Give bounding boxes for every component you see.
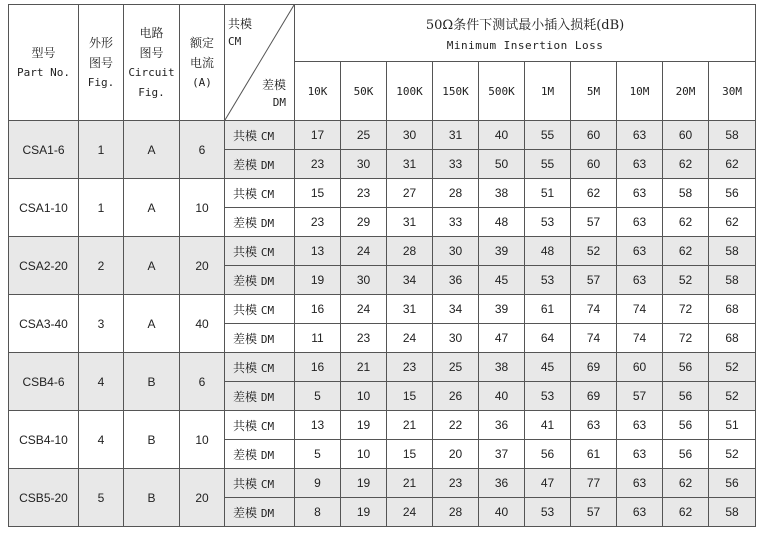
frequency-header-cell: 30M (709, 62, 756, 121)
part-number-cell: CSA3-40 (9, 295, 79, 353)
header-mode-dm: 差模 DM (261, 78, 286, 109)
loss-value-cell: 60 (663, 121, 709, 150)
current-cell: 20 (180, 237, 225, 295)
header-part-no: 型号 Part No. (9, 5, 79, 121)
loss-value-cell: 21 (341, 353, 387, 382)
loss-value-cell: 63 (617, 208, 663, 237)
loss-value-cell: 58 (709, 498, 756, 527)
loss-value-cell: 5 (295, 440, 341, 469)
loss-value-cell: 29 (341, 208, 387, 237)
loss-value-cell: 57 (617, 382, 663, 411)
loss-value-cell: 74 (571, 295, 617, 324)
table-row (9, 121, 756, 150)
loss-value-cell: 74 (571, 324, 617, 353)
loss-value-cell: 56 (663, 382, 709, 411)
mode-cm-cell (225, 295, 295, 324)
loss-value-cell: 37 (479, 440, 525, 469)
loss-value-cell: 52 (663, 266, 709, 295)
loss-value-cell: 56 (525, 440, 571, 469)
frequency-header-cell: 50K (341, 62, 387, 121)
mode-tag: DM (260, 158, 275, 172)
mode-label: 共模 (233, 360, 258, 375)
loss-value-cell: 74 (617, 324, 663, 353)
part-number-cell: CSB4-10 (9, 411, 79, 469)
loss-value-cell: 53 (525, 382, 571, 411)
table-row (9, 353, 756, 382)
loss-value-cell: 31 (387, 208, 433, 237)
mode-cm-cell (225, 121, 295, 150)
fig-cell: 1 (79, 121, 124, 179)
loss-value-cell: 11 (295, 324, 341, 353)
fig-cell: 5 (79, 469, 124, 527)
loss-value-cell: 23 (341, 179, 387, 208)
table-row (9, 295, 756, 324)
fig-cell: 3 (79, 295, 124, 353)
loss-value-cell: 30 (433, 324, 479, 353)
loss-value-cell: 9 (295, 469, 341, 498)
loss-value-cell: 23 (295, 150, 341, 179)
loss-value-cell: 57 (571, 498, 617, 527)
loss-value-cell: 56 (709, 179, 756, 208)
loss-value-cell: 61 (525, 295, 571, 324)
loss-value-cell: 26 (433, 382, 479, 411)
header-current: 额定 电流 (A) (180, 5, 225, 121)
loss-value-cell: 19 (341, 411, 387, 440)
loss-value-cell: 63 (617, 150, 663, 179)
loss-value-cell: 10 (341, 440, 387, 469)
mode-cm-cell (225, 411, 295, 440)
loss-value-cell: 34 (387, 266, 433, 295)
loss-value-cell: 13 (295, 411, 341, 440)
loss-value-cell: 63 (617, 440, 663, 469)
loss-value-cell: 57 (571, 208, 617, 237)
loss-value-cell: 55 (525, 121, 571, 150)
mode-dm-cell (225, 266, 295, 295)
mode-label: 共模 (233, 418, 258, 433)
loss-value-cell: 58 (709, 237, 756, 266)
loss-value-cell: 31 (387, 295, 433, 324)
loss-value-cell: 52 (571, 237, 617, 266)
loss-value-cell: 72 (663, 295, 709, 324)
loss-value-cell: 19 (341, 469, 387, 498)
mode-label: 差模 (233, 157, 258, 172)
insertion-loss-table (8, 4, 756, 527)
loss-value-cell: 28 (387, 237, 433, 266)
loss-value-cell: 63 (571, 411, 617, 440)
loss-value-cell: 15 (387, 440, 433, 469)
mode-label: 差模 (233, 447, 258, 462)
mode-tag: DM (260, 216, 275, 230)
loss-value-cell: 36 (433, 266, 479, 295)
circuit-cell: B (124, 353, 180, 411)
loss-value-cell: 62 (663, 150, 709, 179)
loss-value-cell: 8 (295, 498, 341, 527)
part-number-cell: CSB5-20 (9, 469, 79, 527)
loss-value-cell: 15 (295, 179, 341, 208)
loss-value-cell: 45 (479, 266, 525, 295)
current-cell: 6 (180, 121, 225, 179)
table-row (9, 469, 756, 498)
loss-value-cell: 63 (617, 266, 663, 295)
loss-value-cell: 28 (433, 498, 479, 527)
loss-value-cell: 23 (295, 208, 341, 237)
loss-value-cell: 22 (433, 411, 479, 440)
loss-value-cell: 36 (479, 411, 525, 440)
loss-value-cell: 23 (387, 353, 433, 382)
loss-value-cell: 63 (617, 498, 663, 527)
mode-dm-cell (225, 498, 295, 527)
loss-value-cell: 5 (295, 382, 341, 411)
mode-cm-cell (225, 179, 295, 208)
loss-value-cell: 62 (709, 150, 756, 179)
loss-value-cell: 63 (617, 179, 663, 208)
loss-value-cell: 56 (663, 440, 709, 469)
table-row (9, 411, 756, 440)
loss-value-cell: 74 (617, 295, 663, 324)
loss-value-cell: 36 (479, 469, 525, 498)
mode-label: 差模 (233, 331, 258, 346)
loss-value-cell: 53 (525, 208, 571, 237)
loss-value-cell: 64 (525, 324, 571, 353)
loss-value-cell: 27 (387, 179, 433, 208)
loss-value-cell: 58 (709, 266, 756, 295)
loss-value-cell: 25 (433, 353, 479, 382)
mode-cm-cell (225, 353, 295, 382)
mode-label: 共模 (233, 476, 258, 491)
loss-value-cell: 39 (479, 295, 525, 324)
loss-value-cell: 25 (341, 121, 387, 150)
mode-tag: CM (260, 419, 275, 433)
loss-value-cell: 57 (571, 266, 617, 295)
loss-value-cell: 63 (617, 469, 663, 498)
table-row (9, 179, 756, 208)
mode-tag: CM (260, 361, 275, 375)
frequency-header-cell: 20M (663, 62, 709, 121)
loss-value-cell: 16 (295, 353, 341, 382)
loss-value-cell: 68 (709, 295, 756, 324)
loss-value-cell: 51 (525, 179, 571, 208)
mode-label: 差模 (233, 273, 258, 288)
loss-value-cell: 62 (709, 208, 756, 237)
current-cell: 10 (180, 411, 225, 469)
mode-tag: CM (260, 129, 275, 143)
loss-value-cell: 34 (433, 295, 479, 324)
mode-label: 共模 (233, 302, 258, 317)
loss-value-cell: 77 (571, 469, 617, 498)
loss-value-cell: 62 (663, 469, 709, 498)
circuit-cell: B (124, 411, 180, 469)
loss-value-cell: 39 (479, 237, 525, 266)
loss-value-cell: 52 (709, 440, 756, 469)
circuit-cell: A (124, 237, 180, 295)
loss-value-cell: 40 (479, 498, 525, 527)
loss-value-cell: 52 (709, 382, 756, 411)
frequency-header-cell: 100K (387, 62, 433, 121)
loss-value-cell: 62 (663, 208, 709, 237)
frequency-header-cell: 500K (479, 62, 525, 121)
mode-tag: DM (260, 274, 275, 288)
loss-value-cell: 24 (387, 324, 433, 353)
loss-value-cell: 23 (433, 469, 479, 498)
loss-value-cell: 24 (341, 295, 387, 324)
circuit-cell: A (124, 121, 180, 179)
loss-value-cell: 30 (387, 121, 433, 150)
loss-value-cell: 41 (525, 411, 571, 440)
part-number-cell: CSA1-6 (9, 121, 79, 179)
loss-value-cell: 58 (663, 179, 709, 208)
current-cell: 40 (180, 295, 225, 353)
mode-cm-cell (225, 469, 295, 498)
mode-tag: CM (260, 187, 275, 201)
frequency-header-cell: 150K (433, 62, 479, 121)
loss-value-cell: 15 (387, 382, 433, 411)
mode-tag: CM (260, 245, 275, 259)
header-fig: 外形 图号 Fig. (79, 5, 124, 121)
mode-label: 共模 (233, 244, 258, 259)
loss-value-cell: 52 (709, 353, 756, 382)
loss-value-cell: 48 (525, 237, 571, 266)
table-body (9, 121, 756, 527)
loss-value-cell: 28 (433, 179, 479, 208)
mode-label: 差模 (233, 215, 258, 230)
current-cell: 10 (180, 179, 225, 237)
loss-value-cell: 30 (341, 266, 387, 295)
part-number-cell: CSA2-20 (9, 237, 79, 295)
part-number-cell: CSB4-6 (9, 353, 79, 411)
frequency-header-cell: 1M (525, 62, 571, 121)
loss-value-cell: 16 (295, 295, 341, 324)
loss-value-cell: 63 (617, 121, 663, 150)
loss-value-cell: 24 (341, 237, 387, 266)
loss-value-cell: 17 (295, 121, 341, 150)
circuit-cell: A (124, 179, 180, 237)
loss-value-cell: 40 (479, 121, 525, 150)
header-mode-diagonal (225, 5, 295, 121)
loss-value-cell: 33 (433, 150, 479, 179)
mode-dm-cell (225, 208, 295, 237)
loss-value-cell: 30 (341, 150, 387, 179)
header-circuit: 电路 图号 Circuit Fig. (124, 5, 180, 121)
mode-tag: DM (260, 506, 275, 520)
loss-value-cell: 10 (341, 382, 387, 411)
loss-value-cell: 60 (571, 150, 617, 179)
loss-value-cell: 19 (341, 498, 387, 527)
loss-value-cell: 68 (709, 324, 756, 353)
circuit-cell: A (124, 295, 180, 353)
mode-label: 差模 (233, 389, 258, 404)
fig-cell: 4 (79, 353, 124, 411)
frequency-header-cell: 5M (571, 62, 617, 121)
loss-value-cell: 48 (479, 208, 525, 237)
loss-value-cell: 40 (479, 382, 525, 411)
loss-value-cell: 45 (525, 353, 571, 382)
header-mode-cm: 共模 CM (228, 17, 253, 48)
loss-value-cell: 56 (663, 353, 709, 382)
loss-value-cell: 20 (433, 440, 479, 469)
loss-value-cell: 47 (479, 324, 525, 353)
table-row (9, 237, 756, 266)
loss-value-cell: 61 (571, 440, 617, 469)
part-number-cell: CSA1-10 (9, 179, 79, 237)
loss-value-cell: 23 (341, 324, 387, 353)
loss-value-cell: 31 (387, 150, 433, 179)
loss-value-cell: 31 (433, 121, 479, 150)
mode-cm-cell (225, 237, 295, 266)
loss-value-cell: 56 (709, 469, 756, 498)
current-cell: 20 (180, 469, 225, 527)
circuit-cell: B (124, 469, 180, 527)
mode-dm-cell (225, 382, 295, 411)
loss-value-cell: 69 (571, 382, 617, 411)
loss-value-cell: 63 (617, 237, 663, 266)
loss-value-cell: 50 (479, 150, 525, 179)
mode-tag: CM (260, 303, 275, 317)
frequency-header-cell: 10M (617, 62, 663, 121)
loss-value-cell: 30 (433, 237, 479, 266)
loss-value-cell: 24 (387, 498, 433, 527)
header-insertion-loss-title: 50Ω条件下测试最小插入损耗(dB) Minimum Insertion Loss (295, 5, 756, 62)
loss-value-cell: 51 (709, 411, 756, 440)
loss-value-cell: 21 (387, 469, 433, 498)
loss-value-cell: 38 (479, 179, 525, 208)
loss-value-cell: 53 (525, 266, 571, 295)
mode-dm-cell (225, 150, 295, 179)
loss-value-cell: 62 (663, 237, 709, 266)
current-cell: 6 (180, 353, 225, 411)
loss-value-cell: 13 (295, 237, 341, 266)
mode-tag: DM (260, 390, 275, 404)
mode-tag: DM (260, 448, 275, 462)
fig-cell: 4 (79, 411, 124, 469)
loss-value-cell: 72 (663, 324, 709, 353)
fig-cell: 1 (79, 179, 124, 237)
frequency-header-cell: 10K (295, 62, 341, 121)
mode-dm-cell (225, 324, 295, 353)
loss-value-cell: 56 (663, 411, 709, 440)
mode-label: 共模 (233, 186, 258, 201)
mode-dm-cell (225, 440, 295, 469)
fig-cell: 2 (79, 237, 124, 295)
loss-value-cell: 62 (571, 179, 617, 208)
loss-value-cell: 21 (387, 411, 433, 440)
loss-value-cell: 60 (617, 353, 663, 382)
loss-value-cell: 58 (709, 121, 756, 150)
loss-value-cell: 69 (571, 353, 617, 382)
mode-tag: DM (260, 332, 275, 346)
loss-value-cell: 60 (571, 121, 617, 150)
mode-label: 差模 (233, 505, 258, 520)
loss-value-cell: 62 (663, 498, 709, 527)
loss-value-cell: 38 (479, 353, 525, 382)
loss-value-cell: 63 (617, 411, 663, 440)
mode-tag: CM (260, 477, 275, 491)
loss-value-cell: 19 (295, 266, 341, 295)
loss-value-cell: 55 (525, 150, 571, 179)
loss-value-cell: 47 (525, 469, 571, 498)
mode-label: 共模 (233, 128, 258, 143)
loss-value-cell: 33 (433, 208, 479, 237)
loss-value-cell: 53 (525, 498, 571, 527)
